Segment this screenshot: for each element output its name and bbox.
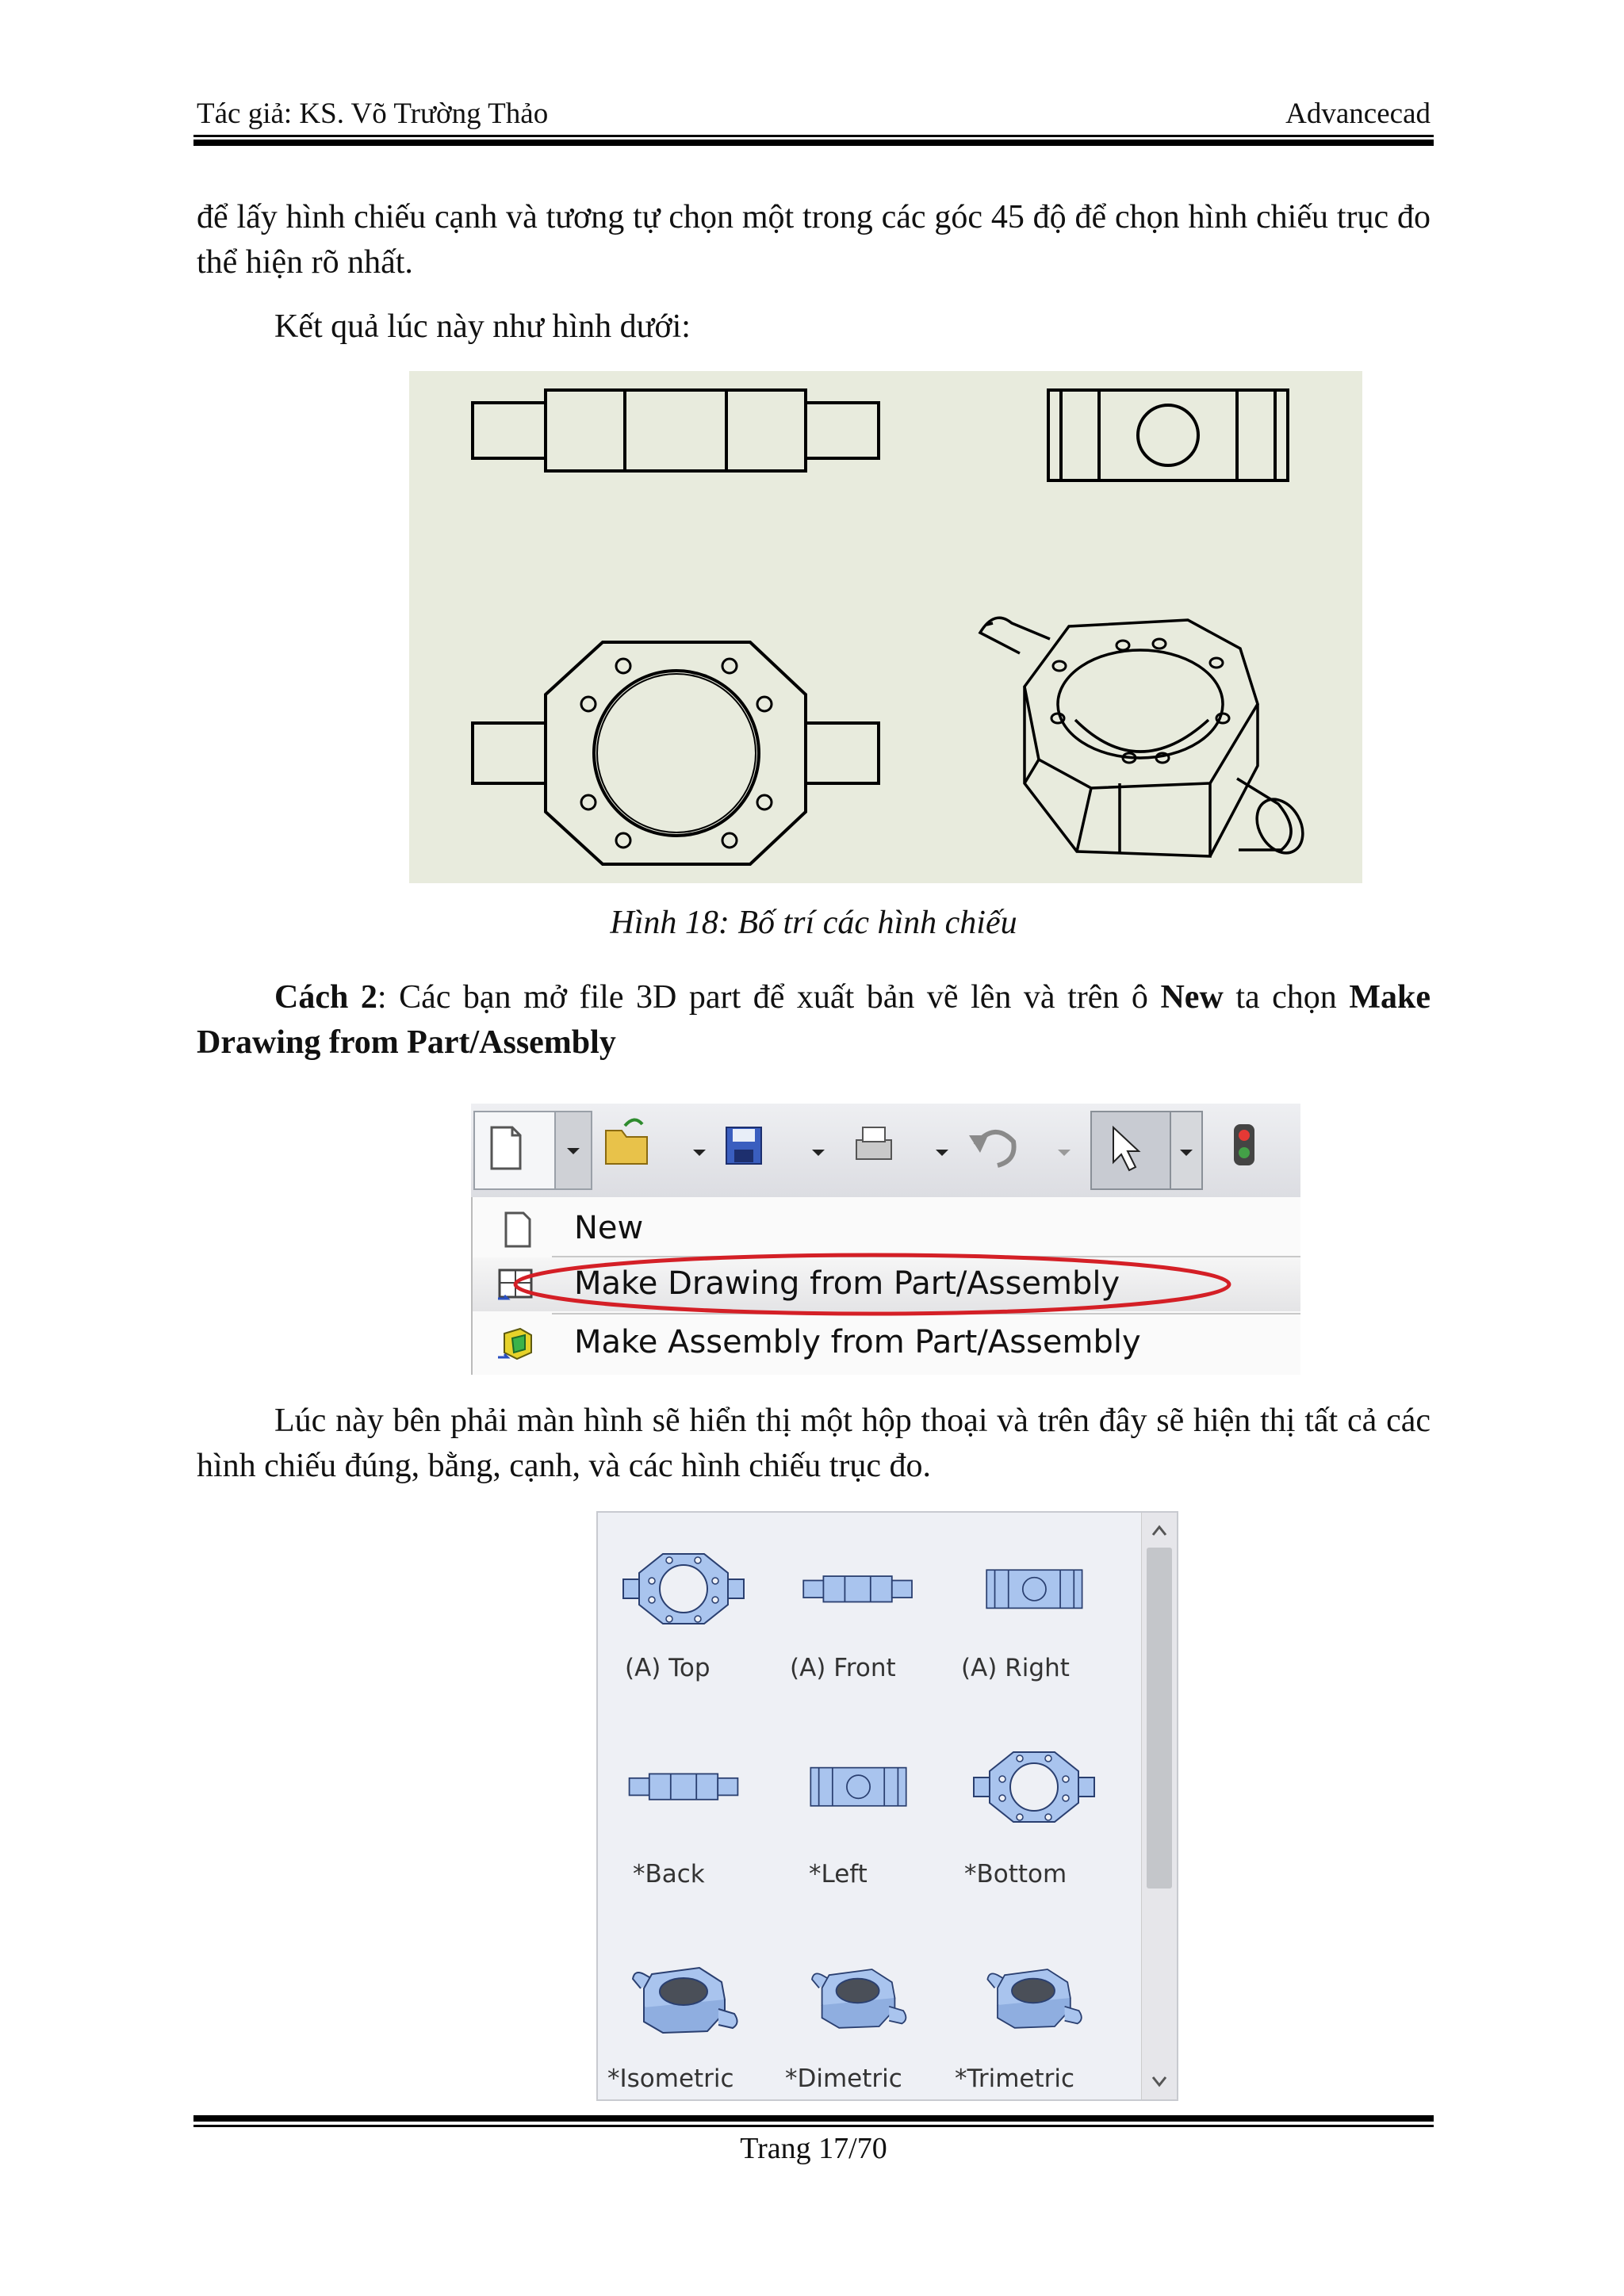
projection-layout-figure bbox=[409, 371, 1362, 883]
side-view-drawing bbox=[1048, 390, 1288, 480]
menu-item-new[interactable]: New bbox=[473, 1202, 1300, 1256]
method-label: Cách 2 bbox=[274, 979, 377, 1016]
new-document-menu-screenshot bbox=[471, 1104, 1300, 1375]
view-label-dimetric[interactable]: *Dimetric bbox=[785, 2064, 902, 2093]
view-thumb-left bbox=[810, 1768, 906, 1806]
page-header bbox=[197, 94, 1431, 133]
footer-rule-thick bbox=[193, 2115, 1434, 2122]
view-thumb-right bbox=[986, 1570, 1082, 1608]
view-thumb-back bbox=[630, 1774, 738, 1799]
paragraph-2: Kết quả lúc này như hình dưới: bbox=[274, 308, 691, 345]
top-view-drawing bbox=[473, 642, 879, 864]
paragraph-1: để lấy hình chiếu cạnh và tương tự chọn một trong các góc 45 độ để chọn hình chiếu trục đo thể hiện rõ nhất. bbox=[197, 199, 1431, 281]
select-tool-button bbox=[1091, 1112, 1170, 1189]
header-brand: Advancecad bbox=[1285, 98, 1431, 130]
open-folder-icon bbox=[606, 1119, 647, 1164]
menu-item-make-drawing[interactable]: Make Drawing from Part/Assembly bbox=[473, 1257, 1300, 1311]
view-thumb-trimetric bbox=[987, 1969, 1081, 2028]
rebuild-traffic-light-icon bbox=[1234, 1124, 1254, 1165]
view-label-back[interactable]: *Back bbox=[633, 1860, 705, 1888]
print-icon bbox=[856, 1127, 891, 1159]
new-dropdown-menu bbox=[471, 1197, 1300, 1375]
view-palette-panel bbox=[596, 1511, 1178, 2101]
save-icon bbox=[726, 1127, 761, 1164]
view-label-isometric[interactable]: *Isometric bbox=[607, 2064, 734, 2093]
scroll-down-icon bbox=[1153, 2077, 1166, 2085]
standard-toolbar bbox=[471, 1104, 1300, 1197]
view-label-right[interactable]: (A) Right bbox=[961, 1654, 1070, 1682]
view-label-left[interactable]: *Left bbox=[809, 1860, 868, 1888]
header-rule-thick bbox=[193, 140, 1434, 146]
view-label-top[interactable]: (A) Top bbox=[625, 1654, 710, 1682]
footer-rule-thin bbox=[193, 2125, 1434, 2127]
view-thumb-isometric bbox=[633, 1968, 737, 2033]
menu-item-make-assembly[interactable]: Make Assembly from Part/Assembly bbox=[473, 1316, 1300, 1370]
view-label-front[interactable]: (A) Front bbox=[790, 1654, 896, 1682]
isometric-view-drawing bbox=[980, 618, 1312, 861]
new-dropdown-arrow bbox=[555, 1112, 592, 1189]
header-rule-thin bbox=[193, 135, 1434, 137]
undo-icon bbox=[969, 1132, 1014, 1165]
view-thumb-bottom bbox=[974, 1752, 1094, 1822]
page-number: Trang 17/70 bbox=[740, 2132, 887, 2165]
select-dropdown-arrow bbox=[1170, 1112, 1202, 1189]
highlight-ellipse bbox=[473, 1197, 1300, 1375]
view-thumb-front bbox=[803, 1576, 912, 1601]
header-author: Tác giả: KS. Võ Trường Thảo bbox=[197, 98, 549, 130]
front-view-drawing bbox=[473, 390, 879, 471]
paragraph-4: Lúc này bên phải màn hình sẽ hiển thị một hộp thoại và trên đây sẽ hiện thị tất cả các hình chiếu đúng, bằng, cạnh, và các hình chiếu trục đo. bbox=[197, 1402, 1431, 1484]
view-thumb-top bbox=[623, 1554, 744, 1624]
scrollbar-thumb[interactable] bbox=[1147, 1548, 1172, 1888]
scroll-up-icon bbox=[1153, 1527, 1166, 1535]
paragraph-3: Cách 2: Các bạn mở file 3D part để xuất bản vẽ lên và trên ô New ta chọn Make Drawing from Part/Assembly bbox=[197, 979, 1431, 1061]
figure-caption: Hình 18: Bố trí các hình chiếu bbox=[610, 905, 1017, 941]
new-document-button bbox=[474, 1112, 555, 1189]
palette-scrollbar[interactable] bbox=[1141, 1513, 1177, 2099]
view-label-trimetric[interactable]: *Trimetric bbox=[955, 2064, 1075, 2093]
view-label-bottom[interactable]: *Bottom bbox=[964, 1860, 1067, 1888]
view-thumb-dimetric bbox=[812, 1969, 906, 2028]
